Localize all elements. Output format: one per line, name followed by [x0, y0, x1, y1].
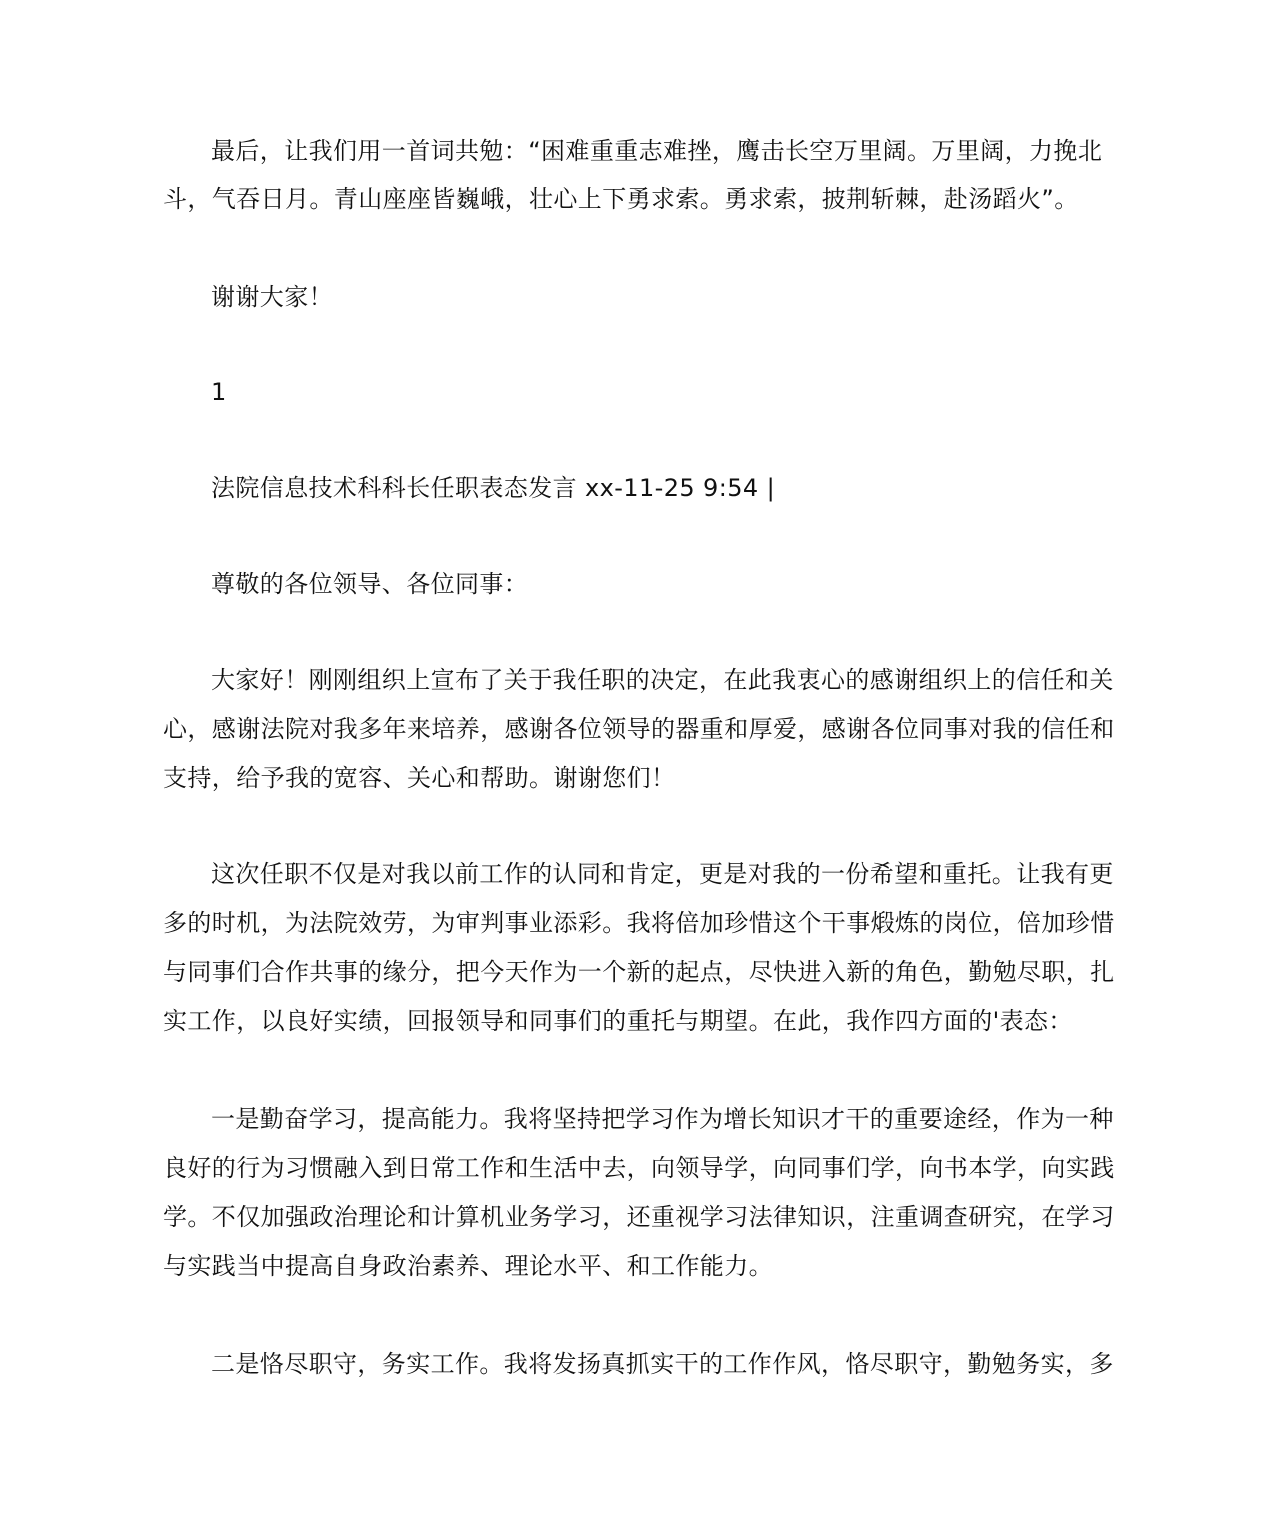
paragraph-line: 一是勤奋学习，提高能力。我将坚持把学习作为增长知识才干的重要途经，作为一种	[211, 1105, 1114, 1133]
paragraph-line: 二是恪尽职守，务实工作。我将发扬真抓实干的工作作风，恪尽职守，勤勉务实，多	[211, 1350, 1114, 1378]
paragraph-line: 大家好！刚刚组织上宣布了关于我任职的决定，在此我衷心的感谢组织上的信任和关	[211, 666, 1114, 694]
paragraph-line: 学。不仅加强政治理论和计算机业务学习，还重视学习法律知识，注重调查研究，在学习	[163, 1203, 1115, 1231]
paragraph-line: 最后，让我们用一首词共勉：“困难重重志难挫，鹰击长空万里阔。万里阔，力挽北	[211, 137, 1103, 165]
paragraph-line: 与实践当中提高自身政治素养、理论水平、和工作能力。	[163, 1252, 773, 1280]
paragraph-line: 斗，气吞日月。青山座座皆巍峨，壮心上下勇求索。勇求索，披荆斩棘，赴汤蹈火”。	[163, 185, 1079, 213]
paragraph-line: 1	[211, 378, 227, 406]
paragraph-line: 尊敬的各位领导、各位同事：	[211, 570, 529, 598]
paragraph-line: 良好的行为习惯融入到日常工作和生活中去，向领导学，向同事们学，向书本学，向实践	[163, 1154, 1115, 1182]
paragraph-line: 这次任职不仅是对我以前工作的认同和肯定，更是对我的一份希望和重托。让我有更	[211, 860, 1114, 888]
paragraph-line: 心，感谢法院对我多年来培养，感谢各位领导的器重和厚爱，感谢各位同事对我的信任和	[163, 715, 1115, 743]
paragraph-line: 与同事们合作共事的缘分，把今天作为一个新的起点，尽快进入新的角色，勤勉尽职，扎	[163, 958, 1115, 986]
section-title-line: 法院信息技术科科长任职表态发言 xx-11-25 9:54 |	[211, 474, 776, 502]
paragraph-line: 支持，给予我的宽容、关心和帮助。谢谢您们！	[163, 764, 676, 792]
paragraph-line: 多的时机，为法院效劳，为审判事业添彩。我将倍加珍惜这个干事煅炼的岗位，倍加珍惜	[163, 909, 1115, 937]
paragraph-line: 实工作，以良好实绩，回报领导和同事们的重托与期望。在此，我作四方面的'表态：	[163, 1007, 1073, 1035]
paragraph-line: 谢谢大家！	[211, 283, 333, 311]
